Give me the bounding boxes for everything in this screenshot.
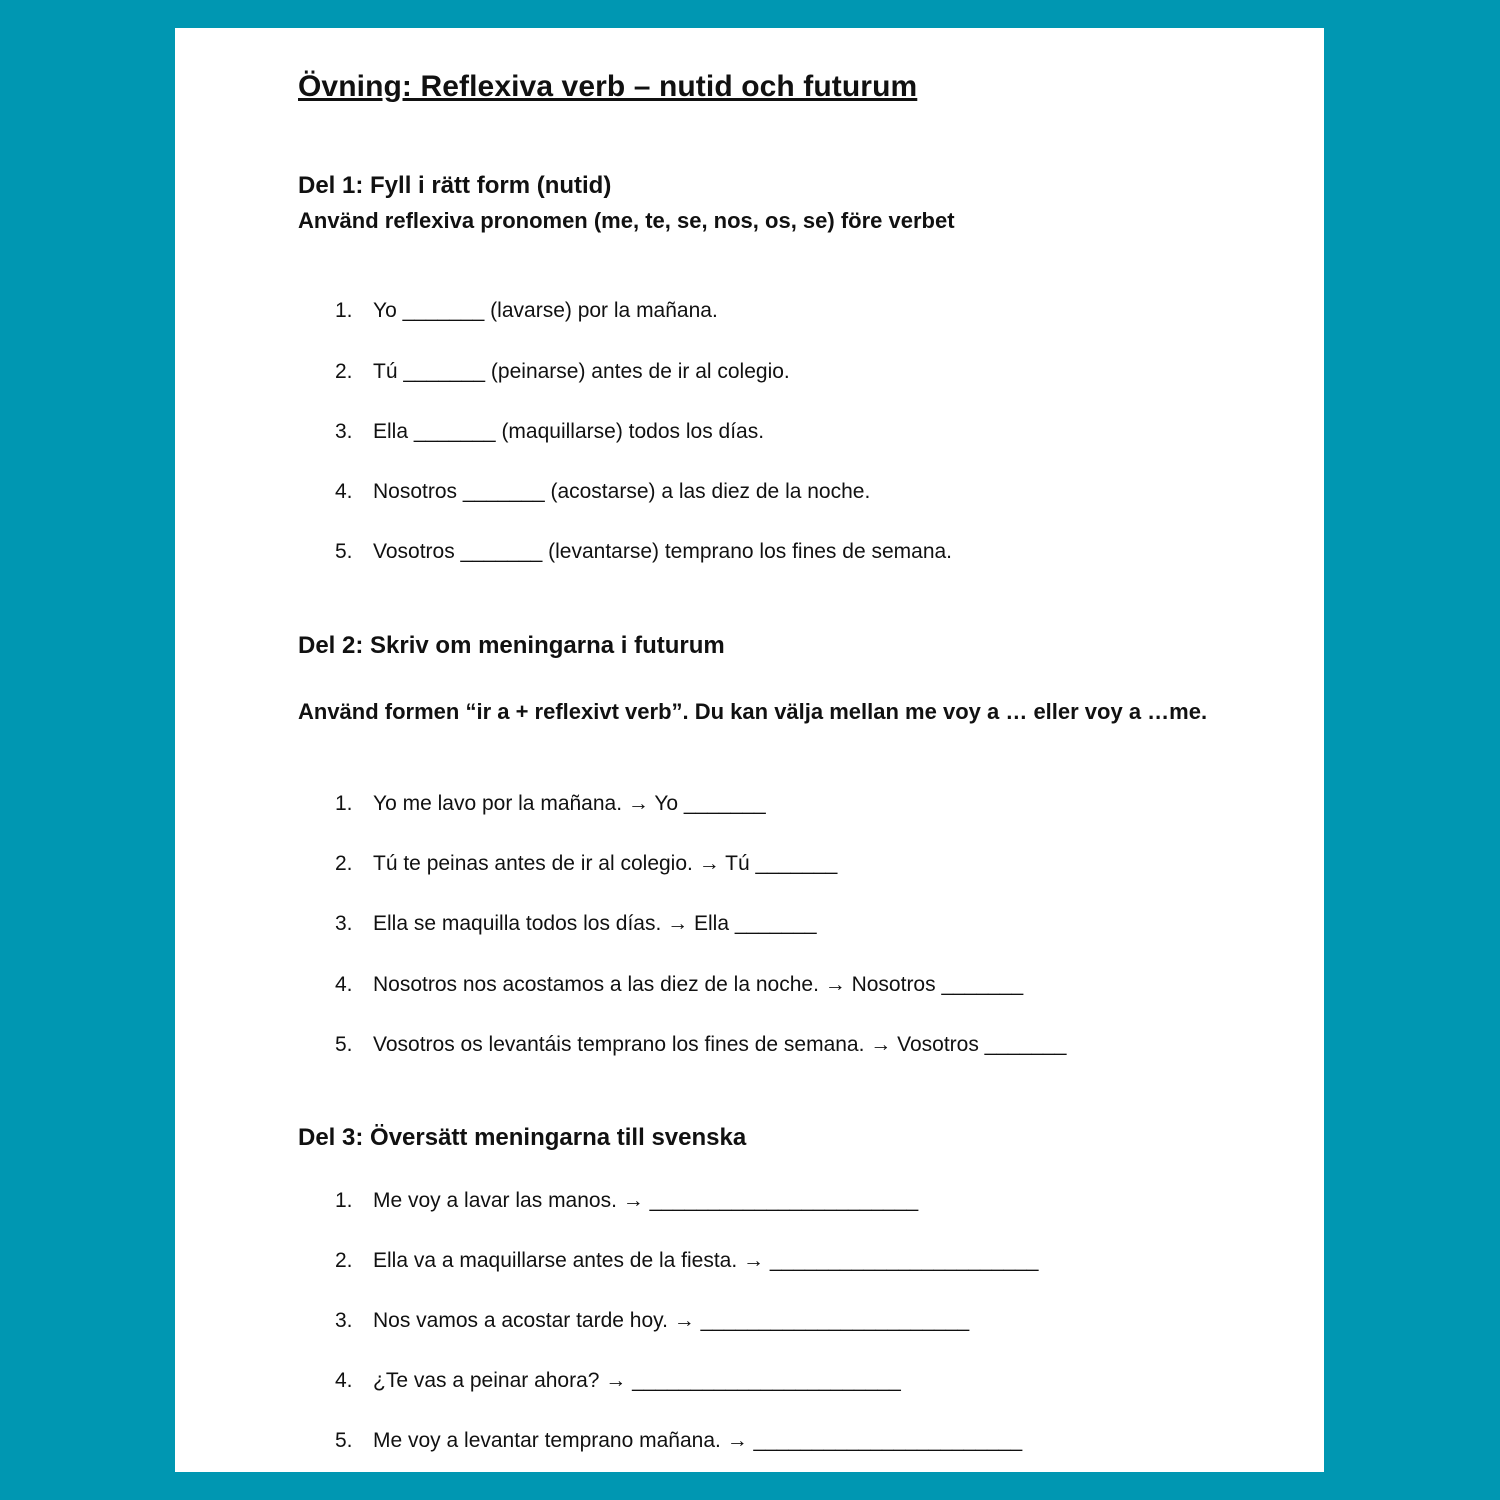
- del1-heading: Del 1: Fyll i rätt form (nutid): [298, 172, 612, 199]
- item-number: 2.: [335, 852, 353, 875]
- item-text: Nosotros _______ (acostarse) a las diez de la noche.: [373, 480, 871, 503]
- list-item: [335, 912, 817, 936]
- item-number: 3.: [335, 1309, 353, 1332]
- item-text: ¿Te vas a peinar ahora? → _______________________: [373, 1369, 901, 1392]
- del2-heading: Del 2: Skriv om meningarna i futurum: [298, 632, 725, 659]
- item-number: 4.: [335, 480, 353, 503]
- item-number: 5.: [335, 1033, 353, 1056]
- item-text: Me voy a levantar temprano mañana. → _______________________: [373, 1429, 1023, 1452]
- item-text: Vosotros os levantáis temprano los fines de semana. → Vosotros _______: [373, 1033, 1067, 1056]
- item-number: 4.: [335, 1369, 353, 1392]
- item-text: Nos vamos a acostar tarde hoy. → _______________________: [373, 1309, 970, 1332]
- list-item: [335, 360, 790, 384]
- item-text: Ella _______ (maquillarse) todos los días.: [373, 420, 765, 443]
- del2-instruction: Använd formen “ir a + reflexivt verb”. Du kan välja mellan me voy a … eller voy a …me.: [298, 699, 1208, 724]
- item-number: 5.: [335, 540, 353, 563]
- item-number: 5.: [335, 1429, 353, 1452]
- item-text: Ella se maquilla todos los días. → Ella _______: [373, 912, 817, 935]
- item-text: Vosotros _______ (levantarse) temprano los fines de semana.: [373, 540, 953, 563]
- list-item: [335, 1249, 1039, 1273]
- item-text: Yo _______ (lavarse) por la mañana.: [373, 299, 718, 322]
- list-item: [335, 420, 764, 444]
- item-number: 1.: [335, 299, 353, 322]
- item-text: Me voy a lavar las manos. → _______________________: [373, 1189, 919, 1212]
- list-item: [335, 1369, 901, 1393]
- item-text: Yo me lavo por la mañana. → Yo _______: [373, 792, 766, 815]
- item-text: Tú _______ (peinarse) antes de ir al colegio.: [373, 360, 790, 383]
- item-number: 2.: [335, 360, 353, 383]
- list-item: [335, 1429, 1022, 1453]
- item-number: 4.: [335, 973, 353, 996]
- list-item: [335, 299, 718, 323]
- del1-instruction: Använd reflexiva pronomen (me, te, se, nos, os, se) före verbet: [298, 208, 955, 233]
- item-text: Tú te peinas antes de ir al colegio. → Tú _______: [373, 852, 838, 875]
- item-text: Ella va a maquillarse antes de la fiesta. → _______________________: [373, 1249, 1039, 1272]
- list-item: [335, 1033, 1066, 1057]
- list-item: [335, 792, 766, 816]
- list-item: [335, 1309, 969, 1333]
- list-item: [335, 480, 870, 504]
- list-item: [335, 973, 1023, 997]
- worksheet-title: Övning: Reflexiva verb – nutid och futurum: [298, 70, 918, 103]
- list-item: [335, 1189, 918, 1213]
- item-number: 1.: [335, 792, 353, 815]
- item-number: 2.: [335, 1249, 353, 1272]
- worksheet-page: [175, 28, 1324, 1472]
- item-number: 3.: [335, 912, 353, 935]
- del3-heading: Del 3: Översätt meningarna till svenska: [298, 1124, 747, 1151]
- item-number: 3.: [335, 420, 353, 443]
- list-item: [335, 852, 837, 876]
- list-item: [335, 540, 952, 564]
- item-text: Nosotros nos acostamos a las diez de la noche. → Nosotros _______: [373, 973, 1024, 996]
- item-number: 1.: [335, 1189, 353, 1212]
